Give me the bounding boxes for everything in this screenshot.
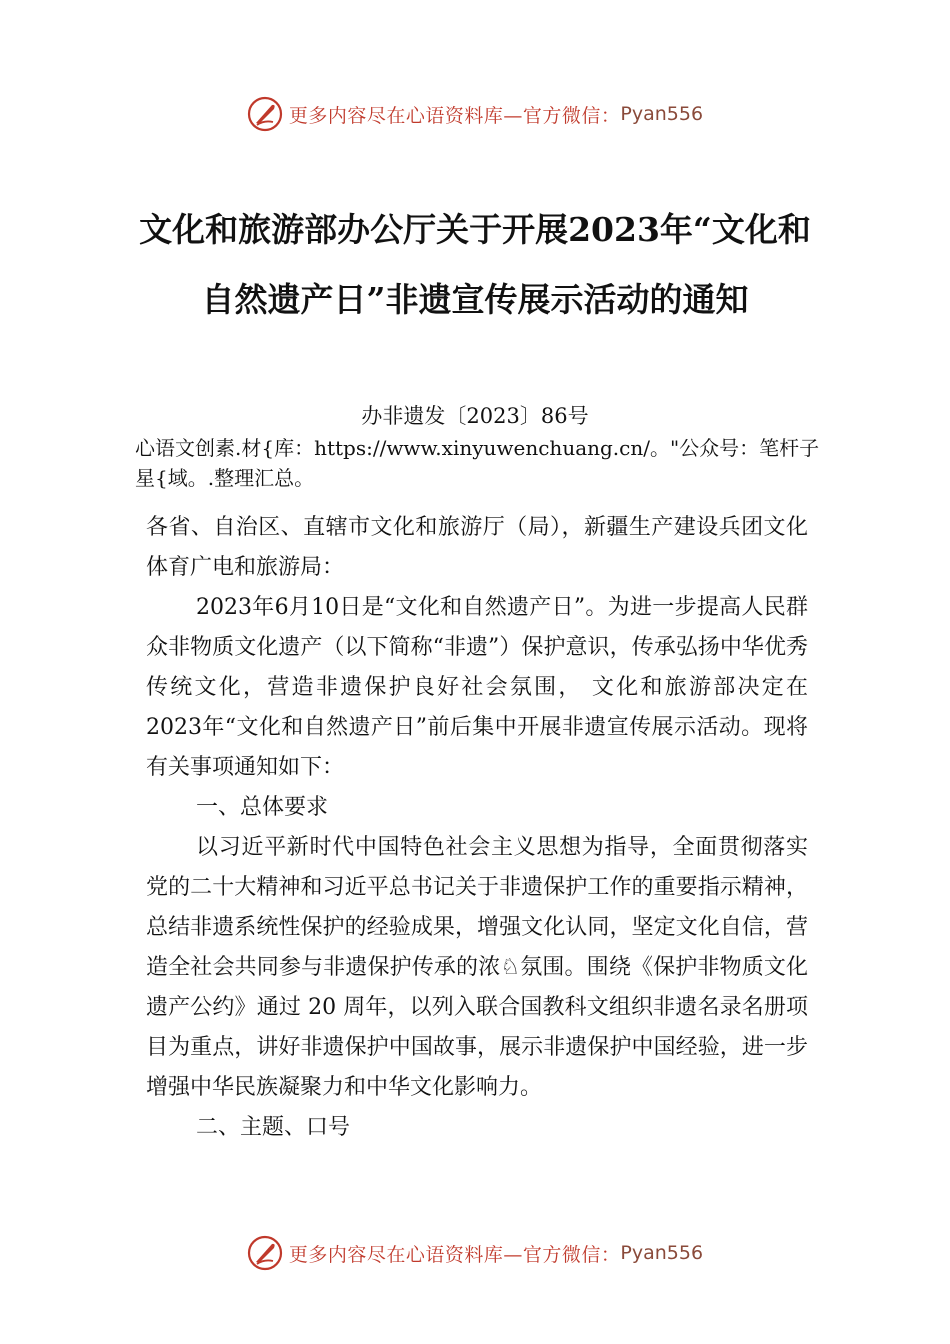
banner-text: 更多内容尽在心语资料库—官方微信： (288, 104, 621, 127)
section-paragraph-1: 以习近平新时代中国特色社会主义思想为指导，全面贯彻落实党的二十大精神和习近平总书记关于非遗保护工作的重要指示精神，总结非遗系统性保护的经验成果，增强文化认同，坚定文化自信，营造全社会共同参与非遗保护传承的浓♘氛围。围绕《保护非物质文化遗产公约》通过 20 周年，以列入联合国教科文组织非遗名录名册项目为重点，讲好非遗保护中国故事，展示非遗保护中国经验，进一步增强中华民族凝聚力和中华文化影响力。 (146, 835, 808, 1100)
section-heading-2: 二、主题、口号 (196, 1115, 351, 1140)
document-number: 办非遗发〔2023〕86号 (361, 404, 589, 428)
source-note: 心语文创素.材{库：https://www.xinyuwenchuang.cn/。"公众号：笔杆子星{域。.整理汇总。 (135, 436, 820, 490)
section-heading-1: 一、总体要求 (196, 795, 329, 820)
quill-logo-icon (247, 96, 283, 132)
salutation: 各省、自治区、直辖市文化和旅游厅（局），新疆生产建设兵团文化体育广电和旅游局： (146, 515, 808, 580)
header-banner (0, 94, 950, 134)
banner-text: 更多内容尽在心语资料库—官方微信： (288, 1243, 621, 1266)
quill-logo-icon (247, 1235, 283, 1271)
document-body (146, 508, 808, 1148)
intro-paragraph: 2023年6月10日是“文化和自然遗产日”。为进一步提高人民群众非物质文化遗产（以下简称“非遗”）保护意识，传承弘扬中华优秀传统文化，营造非遗保护良好社会氛围， 文化和旅游部决定在 2023年“文化和自然遗产日”前后集中开展非遗宣传展示活动。现将有关事项通知如下： (146, 595, 808, 780)
banner-wechat-id: Pyan556 (620, 1242, 704, 1264)
footer-banner (0, 1233, 950, 1273)
document-title: 文化和旅游部办公厅关于开展2023年“文化和自然遗产日”非遗宣传展示活动的通知 (139, 210, 811, 319)
banner-wechat-id: Pyan556 (620, 103, 704, 125)
